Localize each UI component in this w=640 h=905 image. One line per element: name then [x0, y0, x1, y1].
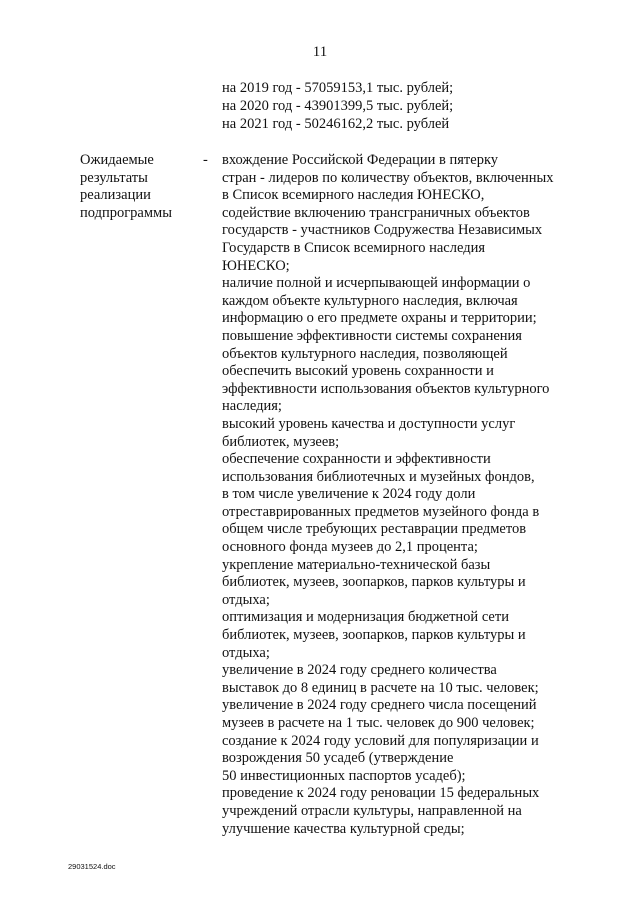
result-item: укрепление материально-технической базы библиотек, музеев, зоопарков, парков культуры и отдыха; — [222, 556, 526, 608]
expected-results-list — [222, 152, 582, 838]
result-item: высокий уровень качества и доступности услуг библиотек, музеев; — [222, 415, 516, 450]
result-item: обеспечение сохранности и эффективности использования библиотечных и музейных фондов, в том числе увеличение к 2024 году доли отреставрированных предметов музейного фонда в общем числе требующих реставрации предметов основного фонда музеев до 2,1 процента; — [222, 451, 540, 556]
result-item: увеличение в 2024 году среднего числа посещений музеев в расчете на 1 тыс. человек до 900 человек; — [222, 697, 537, 731]
funding-line-2021: на 2021 год - 50246162,2 тыс. рублей — [222, 116, 450, 132]
funding-block — [222, 79, 453, 133]
result-item: вхождение Российской Федерации в пятерку стран - лидеров по количеству объектов, включенных в Список всемирного наследия ЮНЕСКО, содействие включению трансграничных объектов государств - участников Содружества Независимых Государств в Список всемирного наследия ЮНЕСКО; — [222, 152, 554, 274]
result-item: повышение эффективности системы сохранения объектов культурного наследия, позволяющей обеспечить высокий уровень сохранности и эффективности использования объектов культурного наследия; — [222, 327, 550, 415]
result-item: наличие полной и исчерпывающей информации о каждом объекте культурного наследия, включая информацию о его предмете охраны и территории; — [222, 275, 537, 327]
section-label-line: результаты — [80, 169, 148, 186]
page-number: 11 — [312, 44, 328, 60]
section-label — [80, 152, 172, 222]
section-label-line: реализации — [80, 187, 151, 203]
result-item: увеличение в 2024 году среднего количества выставок до 8 единиц в расчете на 10 тыс. человек; — [222, 662, 539, 696]
separator-dash: - — [203, 152, 208, 168]
section-label-line: подпрограммы — [80, 204, 172, 221]
funding-line-2020: на 2020 год - 43901399,5 тыс. рублей; — [222, 98, 454, 114]
result-item: оптимизация и модернизация бюджетной сети библиотек, музеев, зоопарков, парков культуры и отдыха; — [222, 609, 526, 661]
section-label-line: Ожидаемые — [80, 152, 154, 168]
result-item: проведение к 2024 году реновации 15 федеральных учреждений отрасли культуры, направленной на улучшение качества культурной среды; — [222, 785, 540, 837]
funding-line-2019: на 2019 год - 57059153,1 тыс. рублей; — [222, 80, 454, 96]
document-filename: 29031524.doc — [68, 862, 116, 871]
result-item: создание к 2024 году условий для популяризации и возрождения 50 усадеб (утверждение 50 инвестиционных паспортов усадеб); — [222, 732, 539, 784]
